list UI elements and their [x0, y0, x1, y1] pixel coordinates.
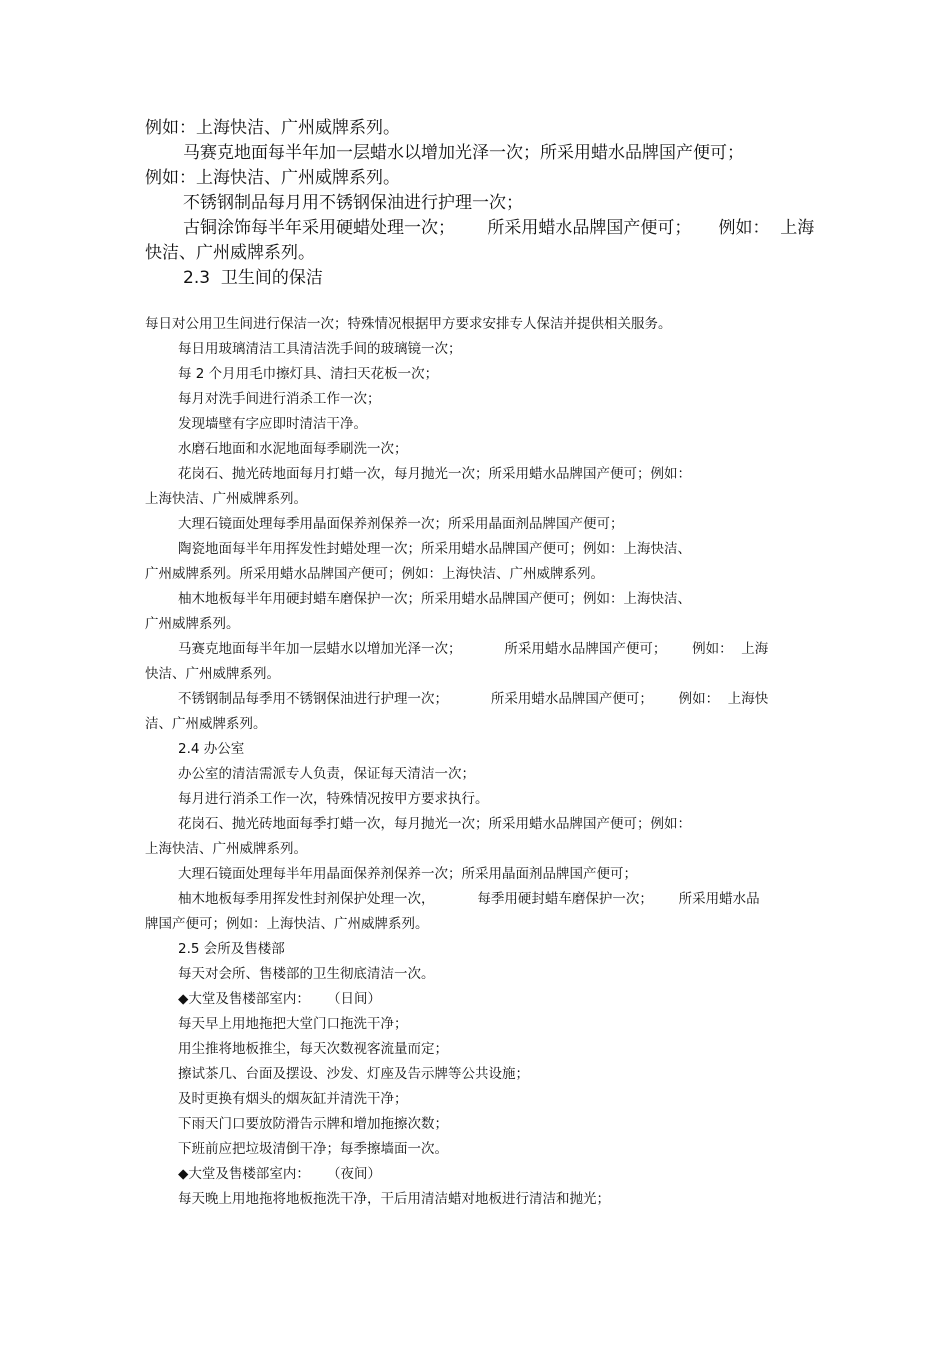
text-line: 广州威牌系列。所采用蜡水品牌国产便可；例如：上海快洁、广州威牌系列。 [145, 566, 604, 582]
text-line: 每日用玻璃清洁工具清洁洗手间的玻璃镜一次； [178, 341, 462, 357]
text-line: 每天对会所、售楼部的卫生彻底清洁一次。 [178, 966, 435, 982]
text-line: 柚木地板每季用挥发性封剂保护处理一次， 每季用硬封蜡车磨保护一次； 所采用蜡水品 [178, 891, 760, 907]
text-line: 古铜涂饰每半年采用硬蜡处理一次； 所采用蜡水品牌国产便可； 例如： 上海 [183, 218, 815, 238]
text-line: 例如：上海快洁、广州威牌系列。 [145, 168, 400, 188]
text-line: 每天早上用地拖把大堂门口拖洗干净； [178, 1016, 408, 1032]
text-line: 大理石镜面处理每半年用晶面保养剂保养一次；所采用晶面剂品牌国产便可； [178, 866, 637, 882]
text-line: 每月对洗手间进行消杀工作一次； [178, 391, 381, 407]
text-line: 上海快洁、广州威牌系列。 [145, 841, 307, 857]
text-line: 擦试茶几、台面及摆设、沙发、灯座及告示牌等公共设施； [178, 1066, 529, 1082]
text-line: 下班前应把垃圾清倒干净；每季擦墙面一次。 [178, 1141, 448, 1157]
text-line: 花岗石、抛光砖地面每季打蜡一次，每月抛光一次；所采用蜡水品牌国产便可；例如： [178, 816, 691, 832]
text-line: 快洁、广州威牌系列。 [145, 243, 315, 263]
section-heading: 2.3 卫生间的保洁 [183, 268, 323, 288]
text-line: 不锈钢制品每季用不锈钢保油进行护理一次； 所采用蜡水品牌国产便可； 例如： 上海快 [178, 691, 769, 707]
text-line: 发现墙壁有字应即时清洁干净。 [178, 416, 367, 432]
text-line: 每日对公用卫生间进行保洁一次；特殊情况根据甲方要求安排专人保洁并提供相关服务。 [145, 316, 672, 332]
text-line: 下雨天门口要放防滑告示牌和增加拖擦次数； [178, 1116, 448, 1132]
text-line: 不锈钢制品每月用不锈钢保油进行护理一次； [183, 193, 523, 213]
text-line: 广州威牌系列。 [145, 616, 240, 632]
text-line: ◆大堂及售楼部室内： （日间） [178, 991, 382, 1007]
text-line: 及时更换有烟头的烟灰缸并清洗干净； [178, 1091, 408, 1107]
text-line: 例如：上海快洁、广州威牌系列。 [145, 118, 400, 138]
text-line: 上海快洁、广州威牌系列。 [145, 491, 307, 507]
text-line: 水磨石地面和水泥地面每季刷洗一次； [178, 441, 408, 457]
text-line: 快洁、广州威牌系列。 [145, 666, 280, 682]
text-line: 柚木地板每半年用硬封蜡车磨保护一次；所采用蜡水品牌国产便可；例如：上海快洁、 [178, 591, 691, 607]
text-line: 洁、广州威牌系列。 [145, 716, 267, 732]
text-line: 每月进行消杀工作一次，特殊情况按甲方要求执行。 [178, 791, 489, 807]
text-line: 牌国产便可；例如：上海快洁、广州威牌系列。 [145, 916, 429, 932]
text-line: 马赛克地面每半年加一层蜡水以增加光泽一次； 所采用蜡水品牌国产便可； 例如： 上海 [178, 641, 769, 657]
text-line: 花岗石、抛光砖地面每月打蜡一次，每月抛光一次；所采用蜡水品牌国产便可；例如： [178, 466, 691, 482]
text-line: 马赛克地面每半年加一层蜡水以增加光泽一次；所采用蜡水品牌国产便可； [183, 143, 744, 163]
section-heading: 2.5 会所及售楼部 [178, 941, 285, 957]
text-line: 每天晚上用地拖将地板拖洗干净，干后用清洁蜡对地板进行清洁和抛光； [178, 1191, 610, 1207]
section-heading: 2.4 办公室 [178, 741, 245, 757]
text-line: 陶瓷地面每半年用挥发性封蜡处理一次；所采用蜡水品牌国产便可；例如：上海快洁、 [178, 541, 691, 557]
text-line: 办公室的清洁需派专人负责，保证每天清洁一次； [178, 766, 475, 782]
text-line: ◆大堂及售楼部室内： （夜间） [178, 1166, 382, 1182]
text-line: 用尘推将地板推尘，每天次数视客流量而定； [178, 1041, 448, 1057]
text-line: 大理石镜面处理每季用晶面保养剂保养一次；所采用晶面剂品牌国产便可； [178, 516, 624, 532]
text-line: 每 2 个月用毛巾擦灯具、清扫天花板一次； [178, 366, 439, 382]
